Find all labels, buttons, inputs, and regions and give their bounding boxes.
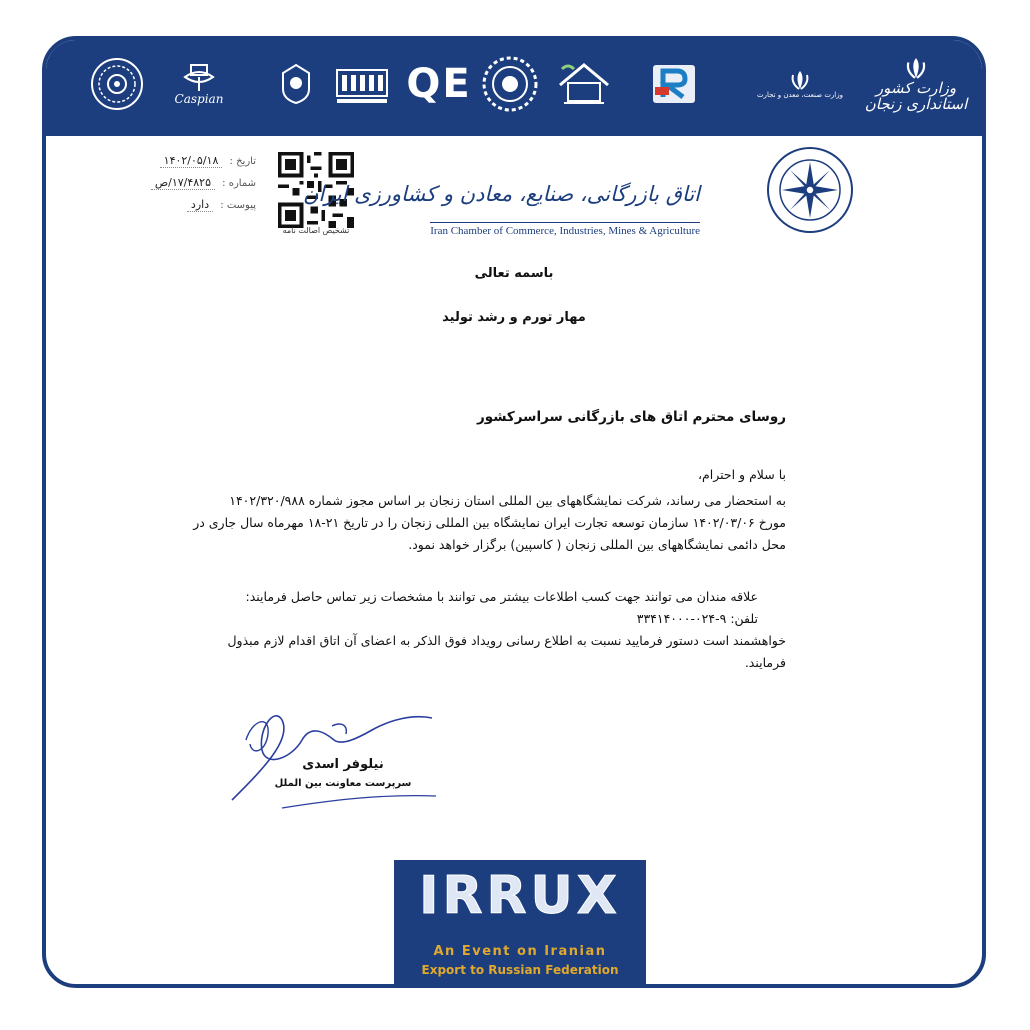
body-line: محل دائمی نمایشگاههای بین المللی زنجان ( کاسپین) برگزار خواهد نمود. bbox=[408, 537, 786, 552]
building-logo bbox=[332, 52, 392, 116]
emblem-logo bbox=[274, 52, 318, 116]
number-label: شماره : bbox=[222, 178, 256, 189]
attachment-row bbox=[187, 198, 256, 211]
irrux-subtitle-line1: An Event on Iranian bbox=[433, 944, 607, 959]
date-value: ۱۴۰۲/۰۵/۱۸ bbox=[160, 154, 223, 168]
chamber-name-en: Iran Chamber of Commerce, Industries, Mines & Agriculture bbox=[430, 222, 700, 237]
number-row bbox=[151, 176, 256, 189]
contact-paragraph bbox=[176, 586, 786, 674]
ministry-logo-2-text: وزارت کشور استانداری زنجان bbox=[864, 79, 968, 113]
signatory-title: سرپرست معاونت بین الملل bbox=[274, 778, 412, 789]
request-line: خواهشمند است دستور فرمایید نسبت به اطلاع رسانی رویداد فوق الذکر به اعضای آن اتاق اقدام لازم مبذول bbox=[227, 633, 786, 648]
invocation: باسمه تعالی bbox=[474, 266, 554, 281]
irrux-title: IRRUX bbox=[419, 866, 621, 926]
iran-emblem-icon bbox=[789, 69, 811, 91]
body-paragraph bbox=[176, 490, 786, 556]
number-value: ۱۷/۴۸۲۵/ص bbox=[151, 176, 215, 190]
qr-caption: تشخیص اصالت نامه bbox=[282, 226, 350, 235]
body-line: مورخ ۱۴۰۲/۰۳/۰۶ سازمان توسعه تجارت ایران نمایشگاه بین المللی زنجان را در تاریخ ۲۱-۱۸ مهرماه سال جاری در bbox=[193, 515, 786, 530]
handwritten-signature bbox=[222, 700, 442, 810]
chamber-seal-logo bbox=[766, 146, 854, 234]
ministry-logo-2 bbox=[862, 52, 970, 116]
gear-seal-logo bbox=[478, 52, 542, 116]
body-line: به استحضار می رساند، شرکت نمایشگاههای بین المللی استان زنجان بر اساس مجوز شماره ۱۴۰۲/۳۲۰/۹۸۸ bbox=[229, 493, 786, 508]
document-frame bbox=[42, 36, 986, 988]
rosette-logo bbox=[86, 52, 148, 116]
logo-band bbox=[46, 40, 982, 136]
house-logo bbox=[546, 52, 622, 116]
qe-logo bbox=[402, 52, 476, 116]
interested-line: علاقه مندان می توانند جهت کسب اطلاعات بیشتر می توانند با مشخصات زیر تماس حاصل فرمایند: bbox=[245, 589, 758, 604]
date-row bbox=[160, 154, 256, 167]
request-line: فرمایند. bbox=[744, 655, 786, 670]
attachment-value: دارد bbox=[187, 198, 213, 212]
ministry-logo-1 bbox=[750, 52, 850, 116]
qe-logo-text: QE bbox=[406, 61, 472, 107]
slogan: مهار تورم و رشد تولید bbox=[442, 310, 586, 325]
irrux-subtitle-line2: Export to Russian Federation bbox=[421, 963, 619, 977]
caspian-logo-text: Caspian bbox=[174, 91, 224, 106]
ministry-logo-1-text: وزارت صنعت، معدن و تجارت bbox=[756, 90, 844, 99]
phone-line: تلفن: ۹-۰۲۴-۳۳۴۱۴۰۰۰ bbox=[636, 611, 758, 626]
attachment-label: پیوست : bbox=[220, 200, 256, 211]
caspian-logo bbox=[154, 52, 244, 116]
greeting: با سلام و احترام، bbox=[697, 467, 786, 482]
caspian-flower-icon bbox=[179, 63, 219, 93]
r-logo bbox=[636, 52, 712, 116]
irrux-event-banner bbox=[394, 860, 646, 988]
iran-emblem-icon bbox=[904, 56, 928, 80]
date-label: تاریخ : bbox=[229, 156, 256, 167]
addressee: روسای محترم اتاق های بازرگانی سراسرکشور bbox=[476, 409, 786, 425]
signatory-name: نیلوفر اسدی bbox=[302, 757, 384, 772]
chamber-name-fa: اتاق بازرگانی، صنایع، معادن و کشاورزی ایران bbox=[302, 182, 700, 206]
